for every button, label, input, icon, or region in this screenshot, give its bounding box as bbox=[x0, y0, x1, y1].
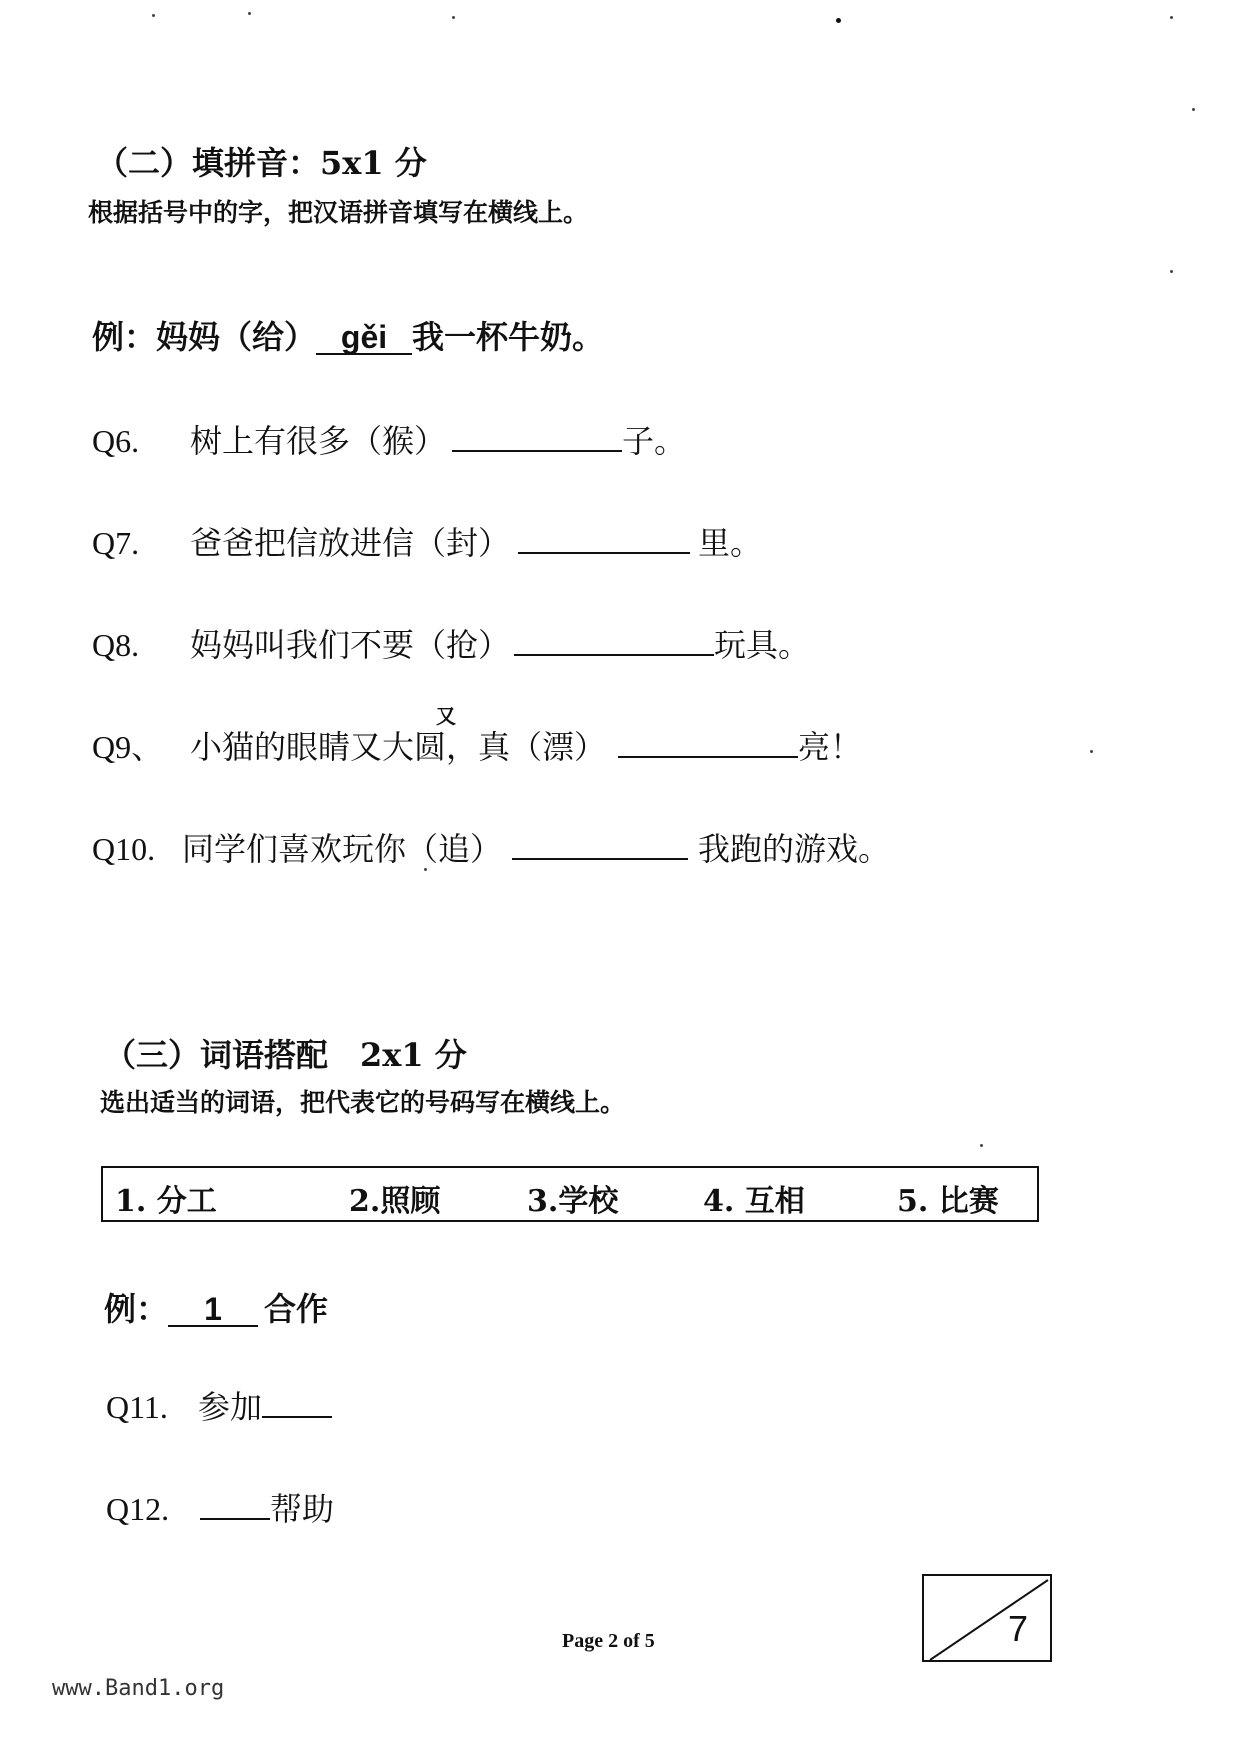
question-number: Q11. bbox=[106, 1389, 168, 1425]
question-number: Q10. bbox=[92, 831, 156, 867]
question-number: Q9、 bbox=[92, 729, 164, 765]
question-number: Q7. bbox=[92, 525, 140, 561]
section3-example bbox=[104, 1284, 328, 1330]
page-number: Page 2 of 5 bbox=[562, 1630, 655, 1652]
word-bank-item: 2.照顾 bbox=[349, 1184, 441, 1219]
question-q11 bbox=[106, 1382, 332, 1428]
example-answer-blank: 1 bbox=[168, 1291, 258, 1327]
question-number: Q12. bbox=[106, 1491, 170, 1527]
answer-blank-q11[interactable] bbox=[262, 1382, 332, 1418]
question-text-before: 参加 bbox=[198, 1388, 263, 1426]
question-text-before: 树上有很多（猴） bbox=[190, 422, 447, 460]
question-text-before: 小猫的眼睛又大圆，真（漂） bbox=[190, 728, 607, 766]
question-text-before: 爸爸把信放进信（封） bbox=[190, 524, 511, 562]
example-prefix: 例： bbox=[104, 1290, 169, 1328]
handwritten-insertion: 又 bbox=[436, 704, 456, 728]
answer-blank-q9[interactable] bbox=[618, 722, 798, 758]
answer-blank-q12[interactable] bbox=[200, 1484, 270, 1520]
answer-blank-q7[interactable] bbox=[518, 518, 690, 554]
section3-instruction: 选出适当的词语，把代表它的号码写在横线上。 bbox=[100, 1088, 626, 1117]
answer-blank-q8[interactable] bbox=[514, 620, 714, 656]
section3-title: （三）词语搭配 2x1 分 bbox=[104, 1036, 467, 1074]
question-text-after: 子。 bbox=[622, 422, 687, 460]
word-bank-item: 3.学校 bbox=[527, 1184, 619, 1219]
question-q7 bbox=[92, 518, 762, 564]
answer-blank-q6[interactable] bbox=[452, 416, 622, 452]
section2-example bbox=[92, 312, 604, 358]
question-q6 bbox=[92, 416, 686, 462]
word-bank-item: 1. 分工 bbox=[115, 1184, 217, 1219]
word-bank-item: 4. 互相 bbox=[703, 1184, 805, 1219]
question-text-after: 玩具。 bbox=[714, 626, 811, 664]
example-prefix: 例：妈妈（给） bbox=[92, 318, 317, 356]
score-total: 7 bbox=[1007, 1608, 1028, 1649]
question-text-before: 妈妈叫我们不要（抢） bbox=[190, 626, 511, 664]
score-box bbox=[922, 1574, 1052, 1662]
diagonal-line bbox=[924, 1576, 1052, 1662]
watermark: www.Band1.org bbox=[52, 1676, 225, 1701]
question-text-after: 亮！ bbox=[798, 728, 863, 766]
question-q9 bbox=[92, 722, 862, 768]
question-text-after: 帮助 bbox=[270, 1490, 335, 1528]
word-bank bbox=[101, 1166, 1039, 1222]
example-suffix: 我一杯牛奶。 bbox=[412, 318, 605, 356]
question-number: Q6. bbox=[92, 423, 140, 459]
section2-title: （二）填拼音：5x1 分 bbox=[96, 144, 427, 182]
question-q10 bbox=[92, 824, 890, 870]
question-text-before: 同学们喜欢玩你（追） bbox=[182, 830, 503, 868]
answer-blank-q10[interactable] bbox=[512, 824, 688, 860]
question-text-after: 里。 bbox=[698, 524, 763, 562]
question-number: Q8. bbox=[92, 627, 140, 663]
question-text-after: 我跑的游戏。 bbox=[698, 830, 891, 868]
example-answer-blank: gěi bbox=[316, 319, 412, 355]
question-q12 bbox=[106, 1484, 334, 1530]
example-suffix: 合作 bbox=[264, 1290, 329, 1328]
word-bank-item: 5. 比赛 bbox=[897, 1184, 999, 1219]
question-q8 bbox=[92, 620, 810, 666]
section2-instruction: 根据括号中的字，把汉语拼音填写在横线上。 bbox=[88, 198, 589, 227]
